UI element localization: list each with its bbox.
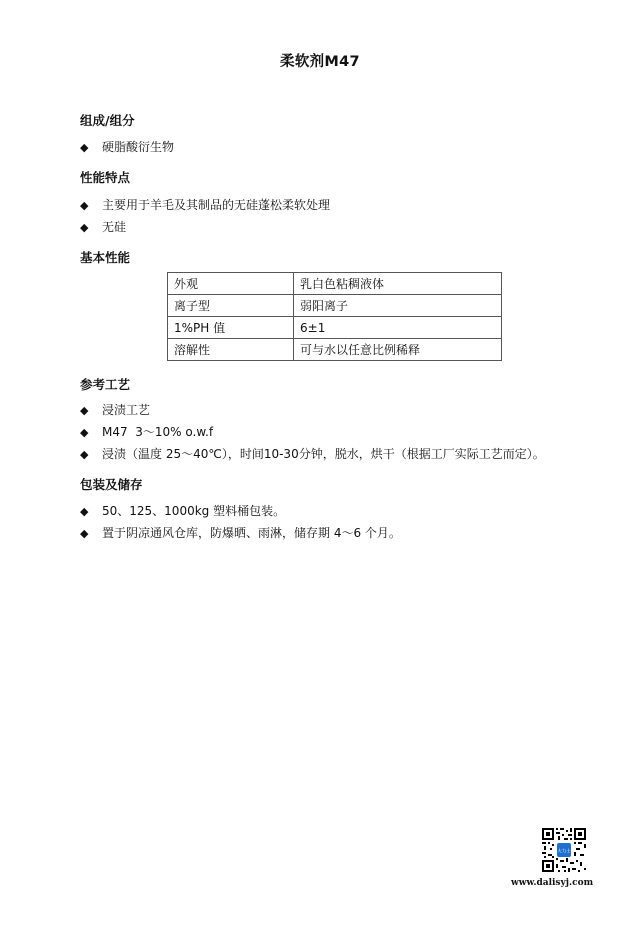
list-item-text: 主要用于羊毛及其制品的无硅蓬松柔软处理 xyxy=(102,198,331,212)
property-name: 离子型 xyxy=(168,295,294,317)
list-item xyxy=(80,219,126,236)
property-value: 乳白色粘稠液体 xyxy=(294,273,502,295)
list-item xyxy=(80,139,174,156)
list-item-text: M47 3～10% o.w.f xyxy=(102,425,214,439)
list-item-text: 置于阴凉通风仓库，防爆晒、雨淋，储存期 4～6 个月。 xyxy=(102,526,401,540)
bullet-icon: ◆ xyxy=(80,426,89,439)
table-row xyxy=(168,273,502,295)
list-item xyxy=(80,402,150,419)
list-item-text: 无硅 xyxy=(102,220,127,234)
footer-url: www.dalisyj.com xyxy=(511,878,594,888)
table-row xyxy=(168,339,502,361)
page-title: 柔软剂M47 xyxy=(280,54,360,70)
table-row xyxy=(168,317,502,339)
list-item xyxy=(80,424,213,441)
property-name: 外观 xyxy=(168,273,294,295)
list-item-text: 浸渍工艺 xyxy=(102,403,151,417)
property-value: 弱阳离子 xyxy=(294,295,502,317)
property-name: 溶解性 xyxy=(168,339,294,361)
bullet-icon: ◆ xyxy=(80,527,89,540)
bullet-icon: ◆ xyxy=(80,505,89,518)
list-item xyxy=(80,446,545,463)
list-item-text: 50、125、1000kg 塑料桶包装。 xyxy=(102,504,286,518)
bullet-icon: ◆ xyxy=(80,221,89,234)
section-heading-composition: 组成/组分 xyxy=(80,113,135,128)
properties-table xyxy=(167,272,502,361)
table-row xyxy=(168,295,502,317)
qr-logo-label: 大力士 xyxy=(557,849,571,855)
list-item xyxy=(80,503,285,520)
property-value: 可与水以任意比例稀释 xyxy=(294,339,502,361)
section-heading-storage: 包装及储存 xyxy=(80,477,143,492)
list-item xyxy=(80,525,401,542)
section-heading-basic: 基本性能 xyxy=(80,250,131,265)
bullet-icon: ◆ xyxy=(80,404,89,417)
property-value: 6±1 xyxy=(294,317,502,339)
bullet-icon: ◆ xyxy=(80,141,89,154)
qr-code-icon xyxy=(541,827,587,873)
section-heading-features: 性能特点 xyxy=(80,170,131,185)
bullet-icon: ◆ xyxy=(80,199,89,212)
list-item-text: 浸渍（温度 25～40℃），时间10-30分钟，脱水，烘干（根据工厂实际工艺而定）。 xyxy=(102,447,545,461)
property-name: 1%PH 值 xyxy=(168,317,294,339)
bullet-icon: ◆ xyxy=(80,448,89,461)
list-item xyxy=(80,197,330,214)
list-item-text: 硬脂酸衍生物 xyxy=(102,140,175,154)
section-heading-process: 参考工艺 xyxy=(80,377,131,392)
